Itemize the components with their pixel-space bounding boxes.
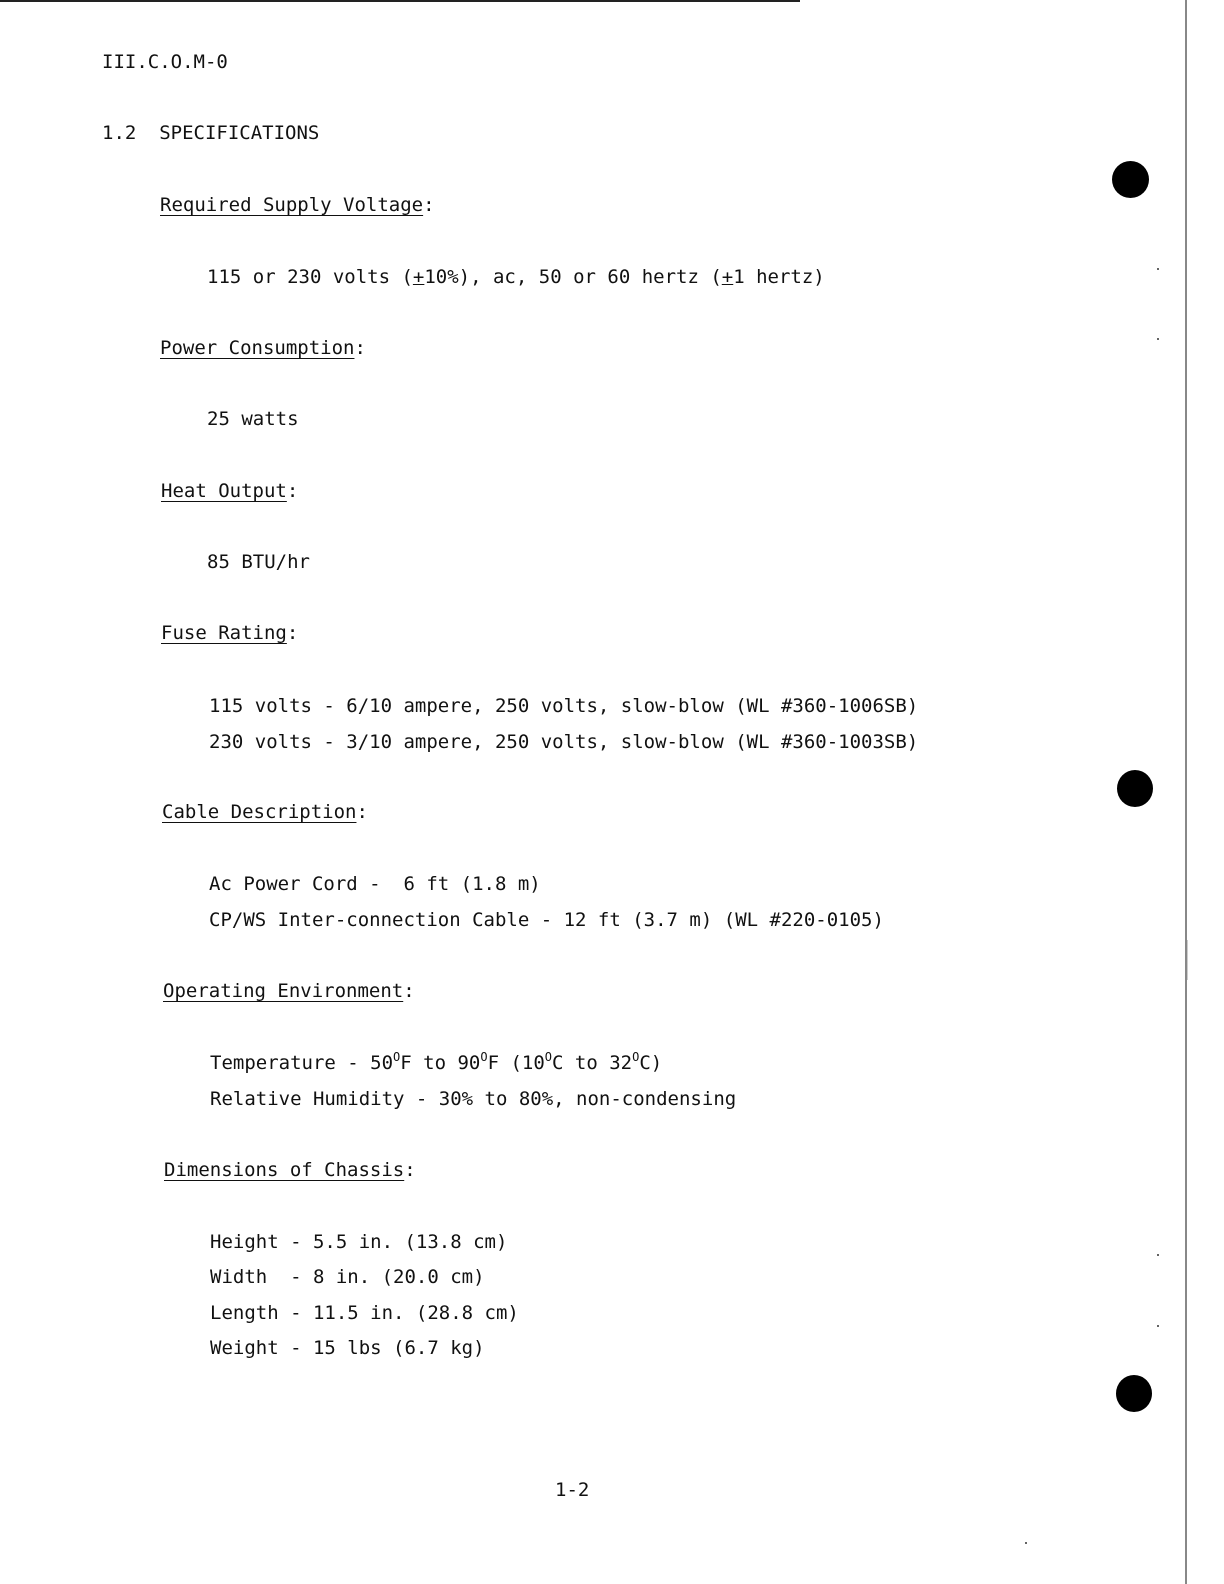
text-segment: F (10 — [487, 1052, 545, 1074]
degree-sign: O — [632, 1050, 640, 1064]
temperature-line — [210, 1052, 662, 1074]
binder-hole-top — [1112, 161, 1149, 198]
dimensions-label: Dimensions of Chassis — [164, 1159, 405, 1181]
supply-voltage-value — [207, 266, 825, 288]
colon: : — [354, 337, 366, 359]
supply-voltage-label: Required Supply Voltage — [160, 194, 424, 216]
section-number: 1.2 — [102, 122, 137, 144]
section-title: SPECIFICATIONS — [159, 122, 320, 144]
cable-description-line: Ac Power Cord - 6 ft (1.8 m) — [209, 873, 541, 895]
power-consumption-value: 25 watts — [207, 408, 299, 430]
scan-speck — [1025, 1542, 1027, 1544]
dimension-line: Width - 8 in. (20.0 cm) — [210, 1266, 485, 1288]
section-heading — [102, 122, 319, 144]
scan-edge-top — [0, 0, 800, 2]
colon: : — [404, 1159, 416, 1181]
scan-speck — [1157, 1325, 1159, 1327]
power-consumption-label: Power Consumption — [160, 337, 355, 359]
scan-speck — [1157, 268, 1159, 270]
dimension-line: Weight - 15 lbs (6.7 kg) — [210, 1337, 485, 1359]
text-segment: Temperature - 50 — [210, 1052, 394, 1074]
supply-voltage-heading — [160, 194, 435, 216]
colon: : — [286, 622, 299, 644]
binder-hole-bottom — [1116, 1375, 1152, 1412]
text-segment: F to 90 — [400, 1052, 481, 1074]
plus-minus-sign: + — [721, 266, 734, 288]
plus-minus-sign: + — [412, 266, 425, 288]
text-segment: 10%), ac, 50 or 60 hertz ( — [424, 266, 722, 288]
text-segment: 1 hertz) — [733, 266, 825, 288]
text-segment: C) — [639, 1052, 663, 1074]
cable-description-heading — [162, 801, 368, 823]
humidity-line: Relative Humidity - 30% to 80%, non-condensing — [210, 1088, 737, 1110]
scan-edge-right — [1185, 0, 1187, 1584]
heat-output-heading — [161, 480, 298, 502]
scan-speck — [1157, 338, 1159, 340]
page-number: 1-2 — [555, 1479, 590, 1501]
scan-edge-mark — [1187, 940, 1188, 980]
degree-sign: O — [393, 1050, 401, 1064]
text-segment: C to 32 — [552, 1052, 633, 1074]
cable-description-label: Cable Description — [162, 801, 357, 823]
fuse-rating-heading — [161, 622, 298, 644]
operating-environment-label: Operating Environment — [163, 980, 404, 1002]
colon: : — [403, 980, 415, 1002]
colon: : — [356, 801, 368, 823]
text-segment: 115 or 230 volts ( — [207, 266, 413, 288]
degree-sign: O — [480, 1050, 488, 1064]
fuse-rating-line: 115 volts - 6/10 ampere, 250 volts, slow-blow (WL #360-1006SB) — [209, 695, 919, 717]
document-id: III.C.O.M-0 — [102, 51, 228, 73]
degree-sign: O — [544, 1050, 553, 1064]
colon: : — [423, 194, 435, 216]
heat-output-value: 85 BTU/hr — [207, 551, 310, 573]
cable-description-line: CP/WS Inter-connection Cable - 12 ft (3.7 m) (WL #220-0105) — [209, 909, 884, 931]
scan-speck — [1157, 1254, 1159, 1256]
dimension-line: Length - 11.5 in. (28.8 cm) — [210, 1302, 519, 1324]
dimensions-heading — [164, 1159, 416, 1181]
binder-hole-middle — [1117, 770, 1153, 807]
power-consumption-heading — [160, 337, 366, 359]
fuse-rating-label: Fuse Rating — [161, 622, 287, 644]
heat-output-label: Heat Output — [161, 480, 287, 502]
colon: : — [286, 480, 299, 502]
operating-environment-heading — [163, 980, 415, 1002]
dimension-line: Height - 5.5 in. (13.8 cm) — [210, 1231, 508, 1253]
fuse-rating-line: 230 volts - 3/10 ampere, 250 volts, slow-blow (WL #360-1003SB) — [209, 731, 919, 753]
